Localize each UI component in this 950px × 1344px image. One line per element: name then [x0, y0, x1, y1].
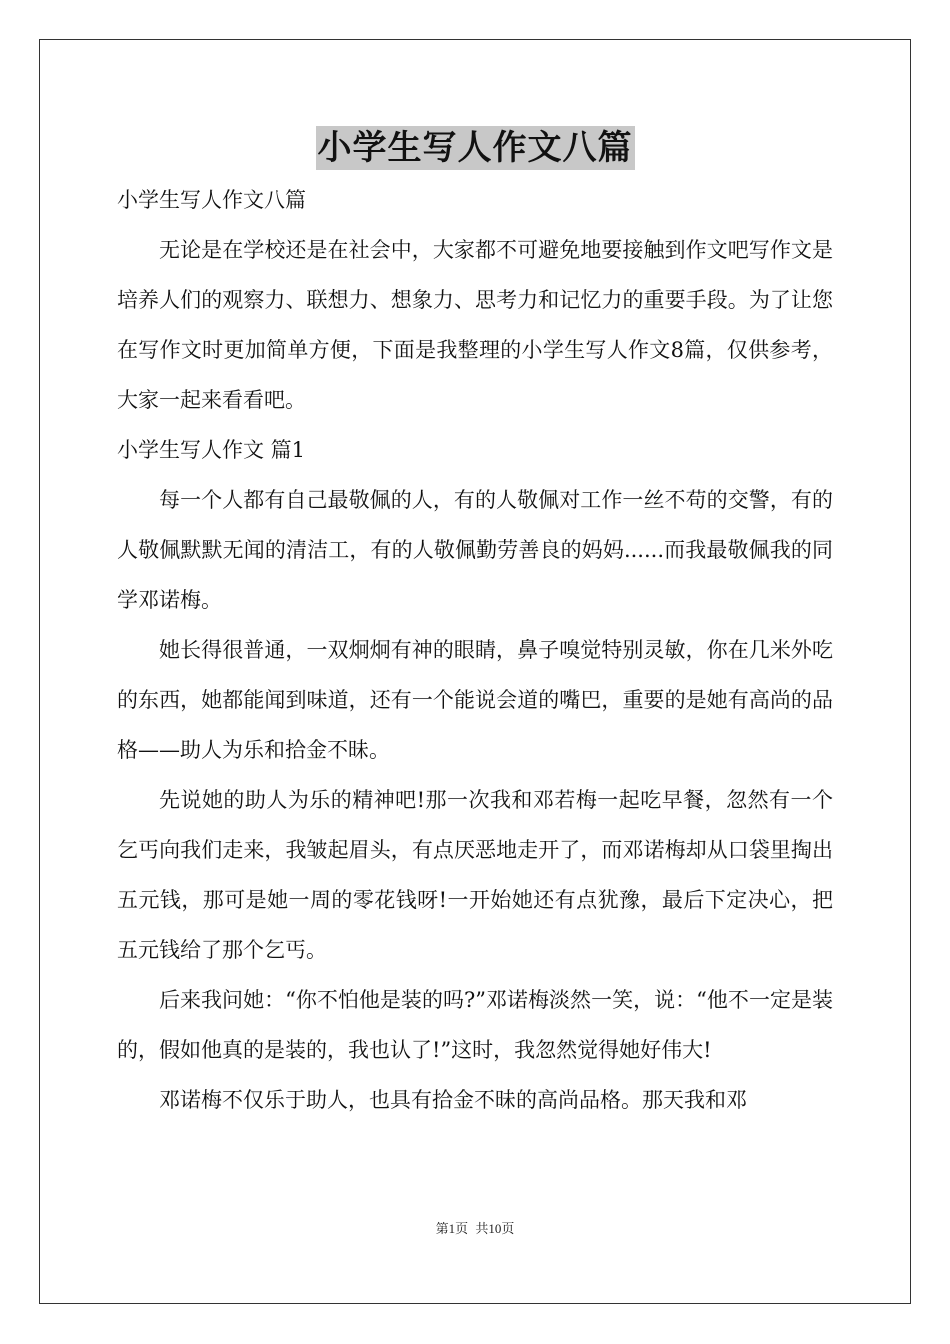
paragraph: 后来我问她：“你不怕他是装的吗?”邓诺梅淡然一笑，说：“他不一定是装的，假如他真的是装的，我也认了!”这时，我忽然觉得她好伟大!	[117, 988, 833, 1062]
page-total: 共10页	[475, 1221, 515, 1236]
section-heading: 小学生写人作文 篇1	[117, 438, 306, 462]
document-subtitle: 小学生写人作文八篇	[117, 188, 306, 212]
title-wrap	[0, 126, 950, 170]
document-title: 小学生写人作文八篇	[317, 128, 633, 168]
paragraph: 邓诺梅不仅乐于助人，也具有拾金不昧的高尚品格。那天我和邓	[159, 1088, 747, 1112]
document-body	[117, 175, 833, 1125]
paragraph: 先说她的助人为乐的精神吧!那一次我和邓若梅一起吃早餐，忽然有一个乞丐向我们走来，我皱起眉头，有点厌恶地走开了，而邓诺梅却从口袋里掏出五元钱，那可是她一周的零花钱呀!一开始她还有点犹豫，最后下定决心，把五元钱给了那个乞丐。	[117, 788, 833, 962]
paragraph: 她长得很普通，一双炯炯有神的眼睛，鼻子嗅觉特别灵敏，你在几米外吃的东西，她都能闻到味道，还有一个能说会道的嘴巴，重要的是她有高尚的品格——助人为乐和拾金不昧。	[117, 638, 833, 762]
paragraph: 每一个人都有自己最敬佩的人，有的人敬佩对工作一丝不苟的交警，有的人敬佩默默无闻的清洁工，有的人敬佩勤劳善良的妈妈......而我最敬佩我的同学邓诺梅。	[117, 488, 833, 612]
page-footer	[0, 1218, 950, 1237]
page-number: 第1页	[435, 1221, 469, 1236]
paragraph-intro: 无论是在学校还是在社会中，大家都不可避免地要接触到作文吧写作文是培养人们的观察力、联想力、想象力、思考力和记忆力的重要手段。为了让您在写作文时更加简单方便，下面是我整理的小学生写人作文8篇，仅供参考，大家一起来看看吧。	[117, 238, 833, 412]
